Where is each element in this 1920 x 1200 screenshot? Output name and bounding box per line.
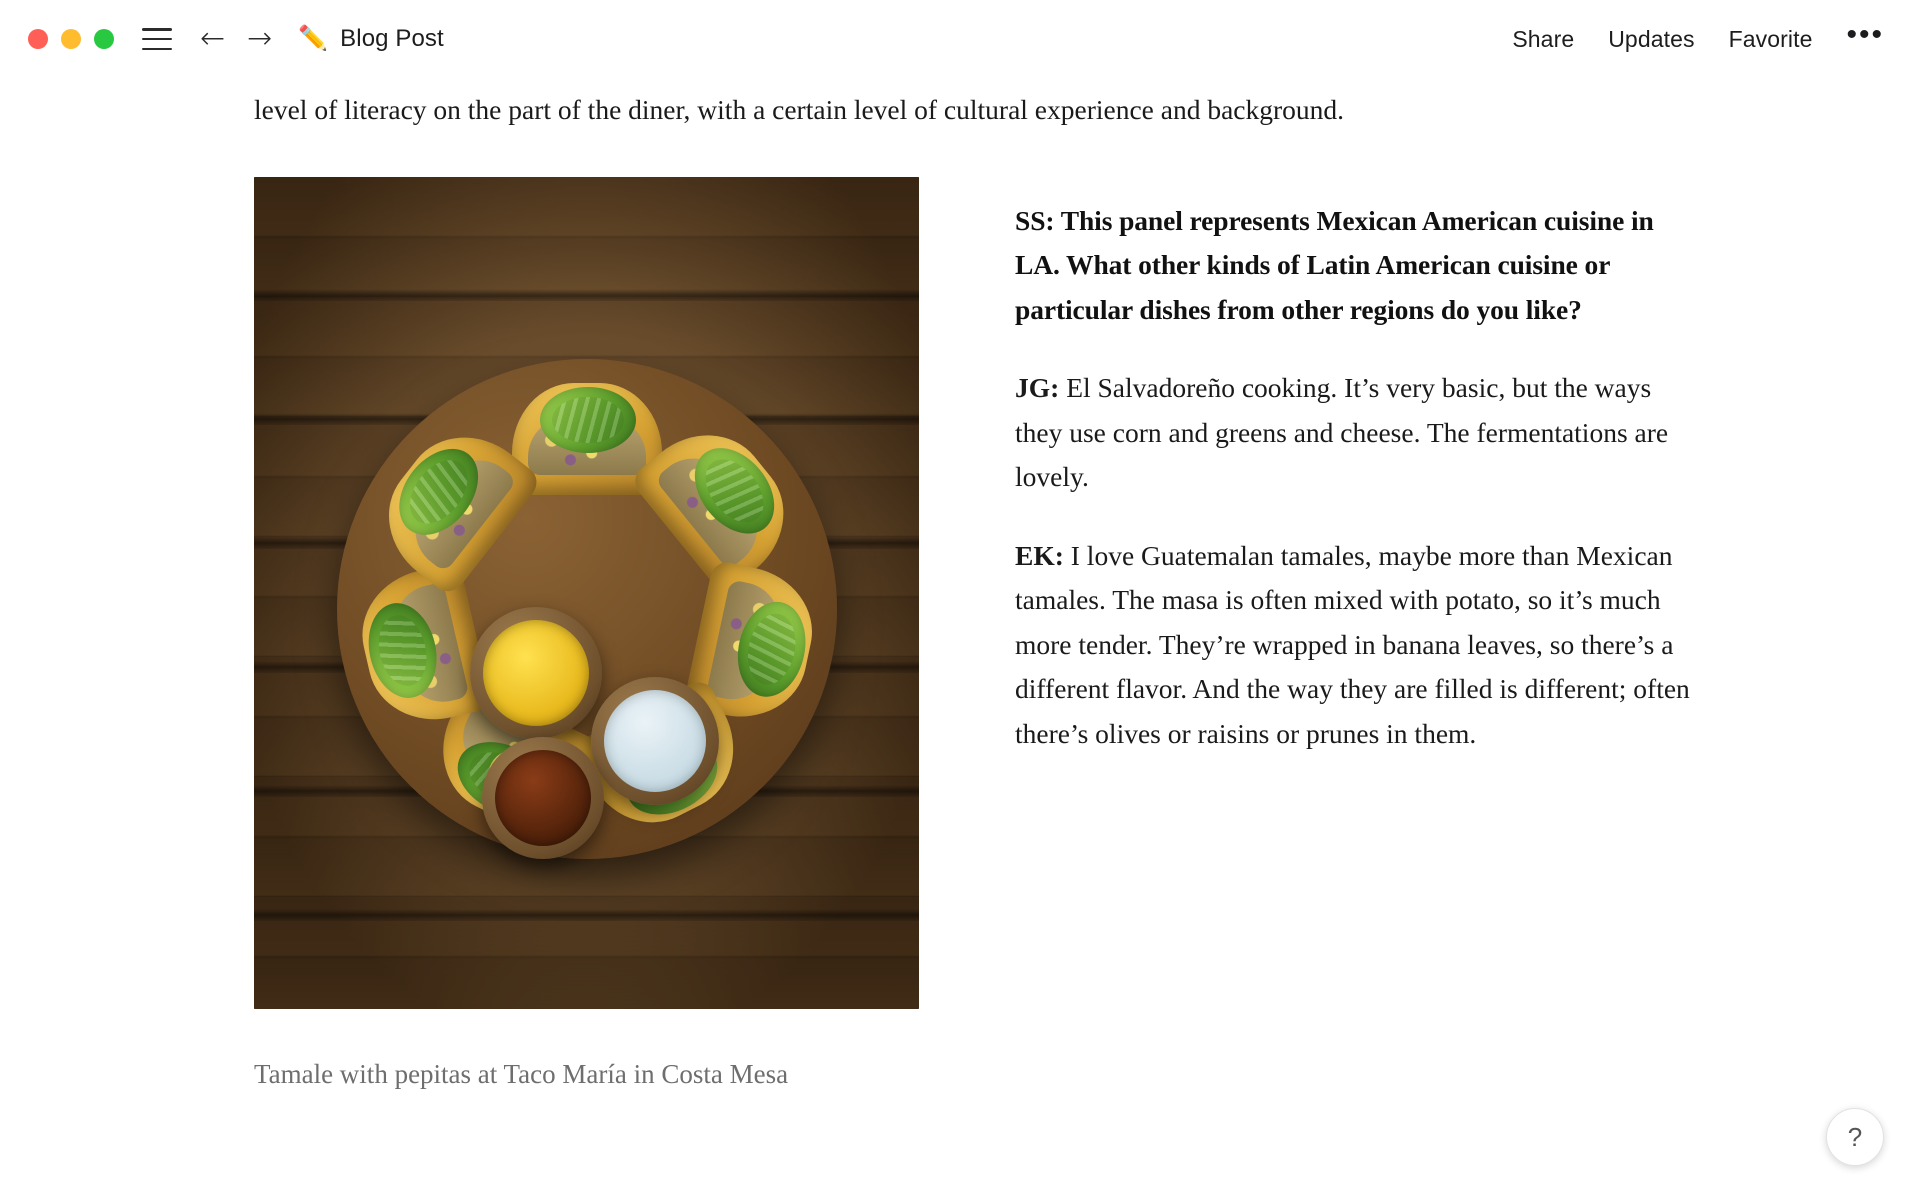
speaker-label: JG: — [1015, 372, 1060, 404]
crema-bowl — [591, 677, 719, 805]
article-content — [0, 78, 1920, 1096]
share-button[interactable]: Share — [1512, 25, 1575, 52]
updates-button[interactable]: Updates — [1608, 25, 1695, 52]
forward-arrow-icon[interactable]: → — [247, 21, 273, 56]
zoom-window-button[interactable] — [94, 29, 114, 49]
avocado-slices — [540, 387, 636, 453]
interview-answer — [1015, 534, 1695, 757]
speaker-label: EK: — [1015, 539, 1064, 571]
lead-paragraph: level of literacy on the part of the diner, with a certain level of cultural experience and background. — [254, 94, 1345, 125]
favorite-button[interactable]: Favorite — [1728, 25, 1813, 52]
traffic-light-group — [28, 29, 114, 49]
question-text: This panel represents Mexican American cuisine in LA. What other kinds of Latin American cuisine or particular dishes from other regions do you like? — [1015, 204, 1654, 325]
corn-bowl — [470, 607, 602, 739]
article-body-columns — [254, 177, 1920, 1097]
document-title: Blog Post — [340, 25, 444, 52]
salsa-sauce — [495, 750, 591, 846]
interview-text-column — [1015, 177, 1695, 1097]
answer-text: El Salvadoreño cooking. It’s very basic, but the ways they use corn and greens and cheese. The fermentations are lovely. — [1015, 372, 1669, 493]
taco-item — [349, 562, 492, 733]
titlebar-actions — [1512, 18, 1884, 53]
hamburger-line — [142, 48, 172, 51]
interview-answer — [1015, 366, 1695, 500]
close-window-button[interactable] — [28, 29, 48, 49]
article-figure — [254, 177, 919, 1097]
help-button[interactable]: ? — [1826, 1108, 1884, 1166]
back-arrow-icon[interactable]: ← — [200, 21, 226, 56]
crema-sauce — [604, 690, 706, 792]
more-options-icon[interactable]: ••• — [1846, 18, 1884, 51]
interview-question — [1015, 199, 1695, 333]
hamburger-line — [142, 28, 172, 31]
pencil-icon: ✏️ — [298, 25, 329, 52]
minimize-window-button[interactable] — [61, 29, 81, 49]
salsa-bowl — [482, 737, 604, 859]
hamburger-line — [142, 38, 172, 41]
window-title-bar — [0, 0, 1920, 78]
answer-text: I love Guatemalan tamales, maybe more than Mexican tamales. The masa is often mixed with potato, so it’s much more tender. They’re wrapped in banana leaves, so there’s a different flavor. And the way they are filled is different; often there’s olives or raisins or prunes in them. — [1015, 539, 1690, 750]
corn-kernels — [483, 620, 589, 726]
food-photo — [254, 177, 919, 1009]
figure-caption: Tamale with pepitas at Taco María in Costa Mesa — [254, 1058, 789, 1089]
hamburger-menu-icon[interactable] — [142, 28, 172, 50]
speaker-label: SS: — [1015, 204, 1055, 236]
